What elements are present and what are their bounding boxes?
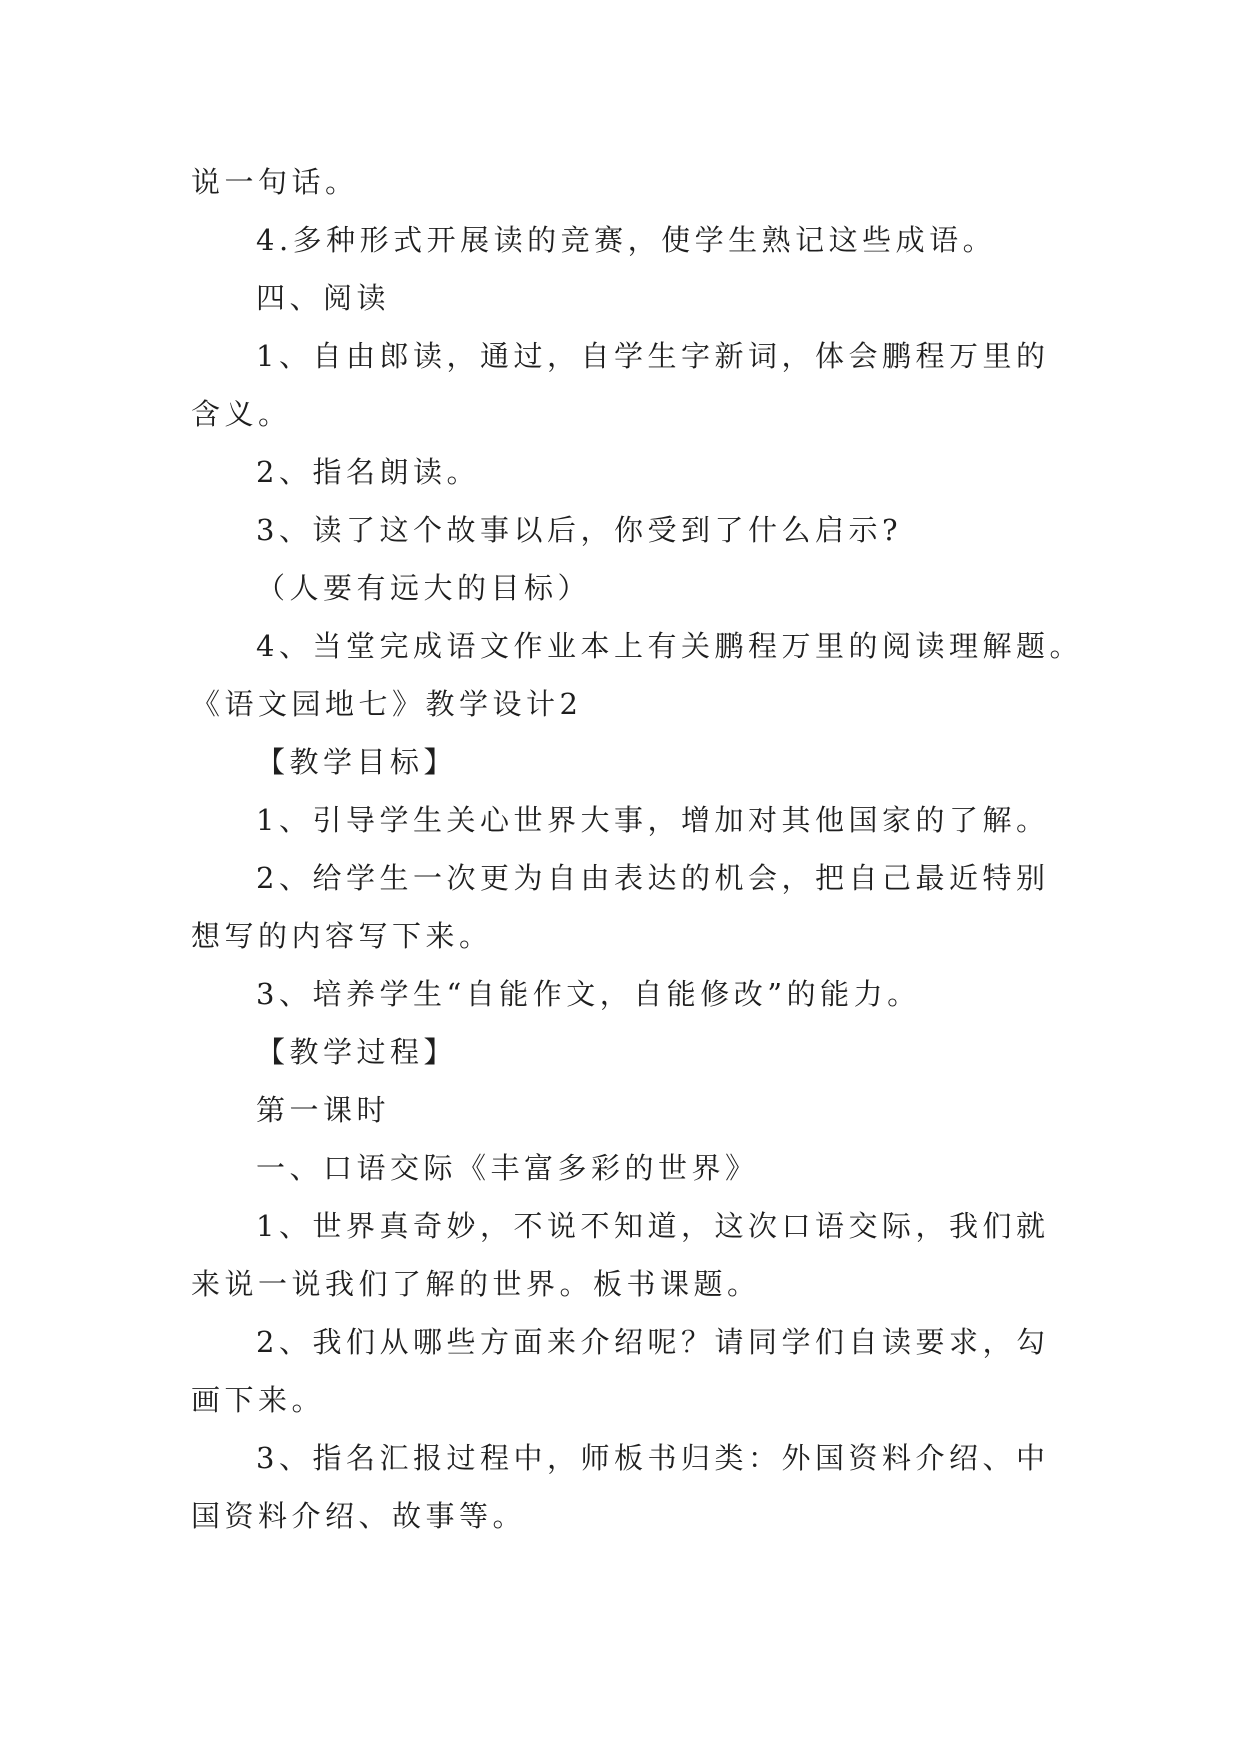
- section-heading: 第一课时: [256, 1093, 391, 1127]
- text-line: 1、世界真奇妙，不说不知道，这次口语交际，我们就: [256, 1209, 1050, 1243]
- text-line: 国资料介绍、故事等。: [191, 1499, 527, 1533]
- section-heading: 【教学过程】: [256, 1035, 458, 1069]
- text-line: 画下来。: [191, 1383, 326, 1417]
- text-line: 3、指名汇报过程中，师板书归类：外国资料介绍、中: [256, 1441, 1050, 1475]
- document-title: 《语文园地七》教学设计2: [191, 687, 583, 721]
- text-line: 2、给学生一次更为自由表达的机会，把自己最近特别: [256, 861, 1050, 895]
- text-line: 说一句话。: [191, 165, 359, 199]
- text-line: （人要有远大的目标）: [256, 571, 592, 605]
- text-line: 1、自由郎读，通过，自学生字新词，体会鹏程万里的: [256, 339, 1050, 373]
- text-line: 4、当堂完成语文作业本上有关鹏程万里的阅读理解题。: [256, 629, 1083, 663]
- text-line: 想写的内容写下来。: [191, 919, 493, 953]
- section-heading: 四、阅读: [256, 281, 391, 315]
- text-line: 4.多种形式开展读的竞赛，使学生熟记这些成语。: [256, 223, 997, 257]
- section-heading: 一、口语交际《丰富多彩的世界》: [256, 1151, 759, 1185]
- text-line: 3、培养学生“自能作文，自能修改”的能力。: [256, 977, 921, 1011]
- text-line: 来说一说我们了解的世界。板书课题。: [191, 1267, 761, 1301]
- text-line: 1、引导学生关心世界大事，增加对其他国家的了解。: [256, 803, 1050, 837]
- text-line: 3、读了这个故事以后，你受到了什么启示?: [256, 513, 902, 547]
- text-line: 2、指名朗读。: [256, 455, 480, 489]
- text-line: 2、我们从哪些方面来介绍呢？请同学们自读要求，勾: [256, 1325, 1050, 1359]
- text-line: 含义。: [191, 397, 292, 431]
- section-heading: 【教学目标】: [256, 745, 458, 779]
